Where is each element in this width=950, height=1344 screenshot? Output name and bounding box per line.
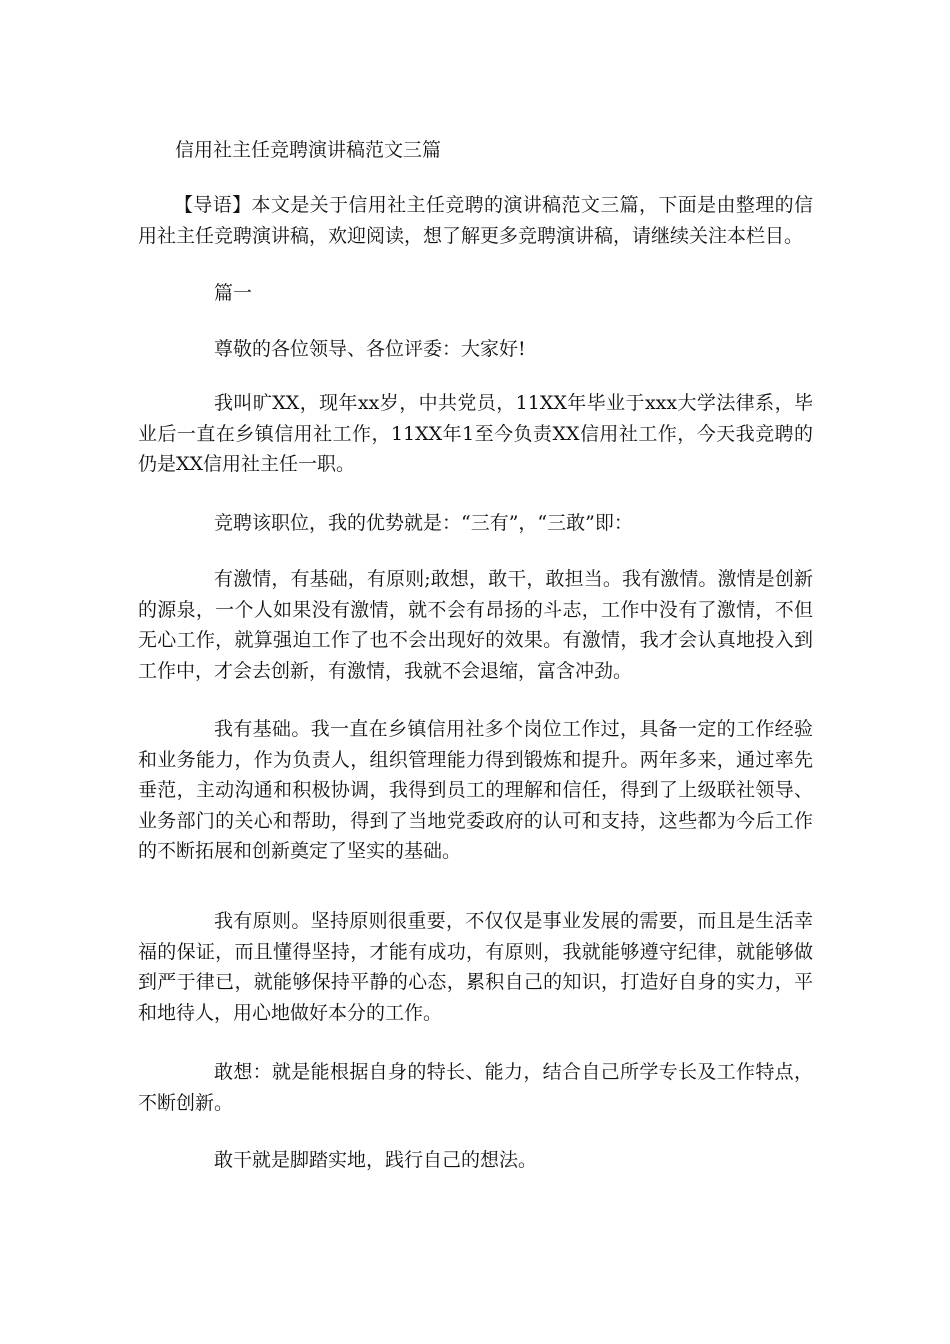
intro-paragraph: 【导语】本文是关于信用社主任竞聘的演讲稿范文三篇，下面是由整理的信用社主任竞聘演讲稿，欢迎阅读，想了解更多竞聘演讲稿，请继续关注本栏目。	[138, 194, 813, 247]
body-paragraph-3: 有激情，有基础，有原则;敢想，敢干，敢担当。我有激情。激情是创新的源泉，一个人如果没有激情，就不会有昂扬的斗志，工作中没有了激情，不但无心工作，就算强迫工作了也不会出现好的效果。有激情，我才会认真地投入到工作中，才会去创新，有激情，我就不会退缩，富含冲劲。	[138, 568, 813, 682]
greeting-paragraph: 尊敬的各位领导、各位评委：大家好!	[214, 338, 526, 360]
body-paragraph-1: 我叫旷XX，现年xx岁，中共党员，11XX年毕业于xxx大学法律系，毕业后一直在乡镇信用社工作，11XX年1至今负责XX信用社工作，今天我竞聘的仍是XX信用社主任一职。	[138, 392, 813, 475]
body-paragraph-5: 我有原则。坚持原则很重要，不仅仅是事业发展的需要，而且是生活幸福的保证，而且懂得坚持，才能有成功，有原则，我就能够遵守纪律，就能够做到严于律已，就能够保持平静的心态，累积自己的知识，打造好自身的实力，平和地待人，用心地做好本分的工作。	[138, 910, 813, 1024]
body-paragraph-2: 竞聘该职位，我的优势就是：“三有”，“三敢”即：	[214, 512, 633, 534]
section-heading: 篇一	[214, 282, 253, 304]
body-paragraph-4: 我有基础。我一直在乡镇信用社多个岗位工作过，具备一定的工作经验和业务能力，作为负责人，组织管理能力得到锻炼和提升。两年多来，通过率先垂范，主动沟通和积极协调，我得到员工的理解和信任，得到了上级联社领导、业务部门的关心和帮助，得到了当地党委政府的认可和支持，这些都为今后工作的不断拓展和创新奠定了坚实的基础。	[138, 718, 813, 862]
body-paragraph-6: 敢想：就是能根据自身的特长、能力，结合自己所学专长及工作特点，不断创新。	[138, 1061, 813, 1114]
body-paragraph-7: 敢干就是脚踏实地，践行自己的想法。	[214, 1149, 538, 1171]
document-title: 信用社主任竞聘演讲稿范文三篇	[175, 139, 442, 161]
